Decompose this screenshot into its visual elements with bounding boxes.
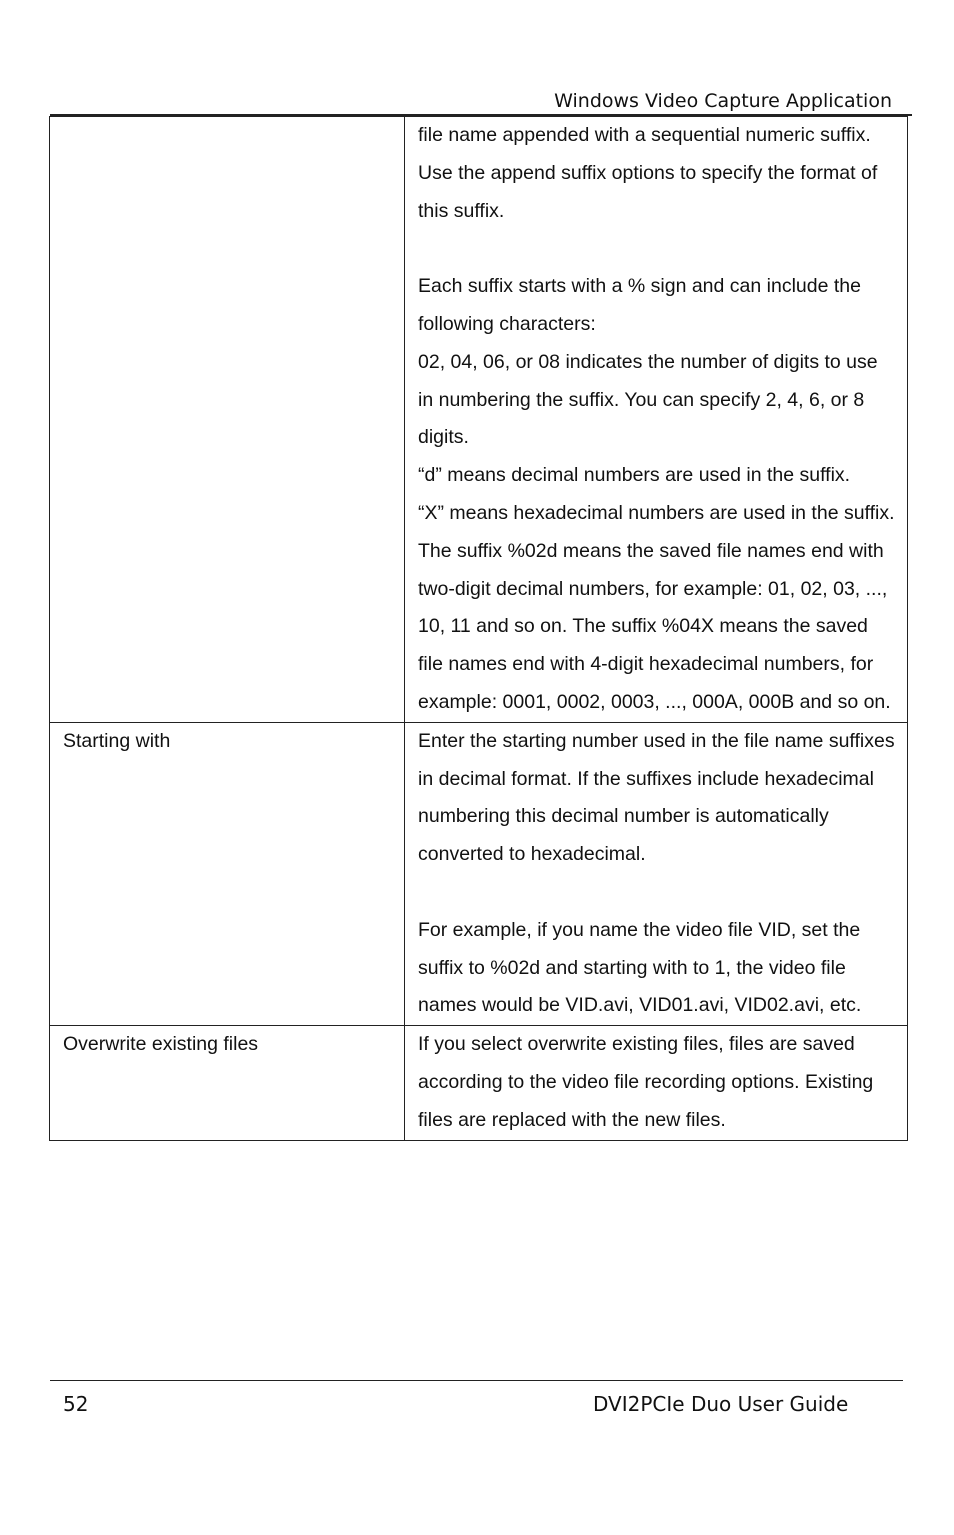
guide-title: DVI2PCIe Duo User Guide	[593, 1392, 849, 1416]
description-paragraph: If you select overwrite existing files, files are saved according to the video file recording options. Existing files are replaced with the new files.	[418, 1033, 874, 1131]
option-name-cell: Starting with	[50, 722, 405, 1025]
option-description-cell	[405, 722, 908, 1025]
description-paragraph: The suffix %02d means the saved file names end with two-digit decimal numbers, for example: 01, 02, 03, ..., 10, 11 and so on. The suffix %04X means the saved file names end with 4-digit hexadecimal numbers, for example: 0001, 0002, 0003, ..., 000A, 000B and so on.	[418, 539, 891, 713]
paragraph-spacer	[418, 230, 895, 268]
description-paragraph: 02, 04, 06, or 08 indicates the number of digits to use in numbering the suffix. You can specify 2, 4, 6, or 8 digits.	[418, 350, 878, 449]
option-name-cell: Overwrite existing files	[50, 1026, 405, 1140]
paragraph-spacer	[418, 874, 895, 912]
description-paragraph: file name appended with a sequential numeric suffix. Use the append suffix options to specify the format of this suffix.	[418, 124, 878, 222]
page-header	[50, 88, 912, 116]
option-description-cell	[405, 117, 908, 723]
description-paragraph: Enter the starting number used in the file name suffixes in decimal format. If the suffixes include hexadecimal numbering this decimal number is automatically converted to hexadecimal.	[418, 729, 895, 866]
table-row	[50, 117, 908, 723]
description-paragraph: For example, if you name the video file VID, set the suffix to %02d and starting with to 1, the video file names would be VID.avi, VID01.avi, VID02.avi, etc.	[418, 918, 862, 1017]
description-paragraph: “X” means hexadecimal numbers are used in the suffix.	[418, 501, 895, 524]
table-row	[50, 722, 908, 1025]
description-paragraph: Each suffix starts with a % sign and can include the following characters:	[418, 275, 861, 335]
running-header-title: Windows Video Capture Application	[554, 90, 892, 112]
page-number: 52	[63, 1392, 89, 1416]
option-description-cell	[405, 1026, 908, 1140]
options-table	[49, 116, 908, 1141]
page-footer	[50, 1380, 903, 1416]
description-paragraph: “d” means decimal numbers are used in the suffix.	[418, 464, 851, 487]
option-name-cell	[50, 117, 405, 723]
table-row	[50, 1026, 908, 1140]
